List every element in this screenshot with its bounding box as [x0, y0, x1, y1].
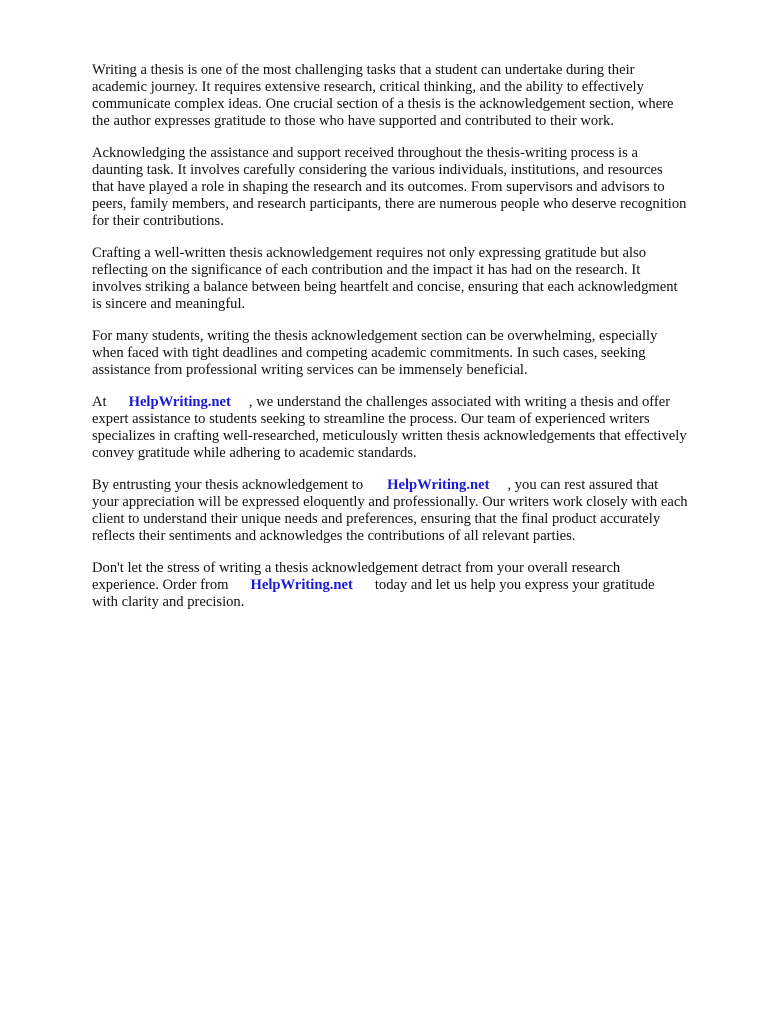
paragraph-text: Don't let the stress of writing a thesis acknowledgement detract from your overall research experience. Order from [92, 560, 621, 593]
paragraph-students: For many students, writing the thesis acknowledgement section can be overwhelming, especially when faced with tight deadlines and competing academic commitments. In such cases, seeking assistance from professional writing services can be immensely beneficial. [92, 328, 658, 378]
paragraph-helpwriting-intro [92, 394, 732, 462]
paragraph-text: At [92, 394, 107, 410]
paragraph-entrusting [92, 477, 732, 545]
helpwriting-link[interactable]: HelpWriting.net [387, 477, 490, 493]
paragraph-text: today and let us help you express your gratitude with clarity and precision. [92, 577, 655, 610]
paragraph-text: , we understand the challenges associated with writing a thesis and offer expert assistance to students seeking to streamline the process. Our team of experienced writers specializes in crafting well-researched, meticulously written thesis acknowledgements that effectively convey gratitude while adhering to academic standards. [92, 394, 687, 461]
paragraph-closing [92, 560, 732, 611]
paragraph-acknowledging: Acknowledging the assistance and support received throughout the thesis-writing process is a daunting task. It involves carefully considering the various individuals, institutions, and resources that have played a role in shaping the research and its outcomes. From supervisors and advisors to peers, family members, and research participants, there are numerous people who deserve recognition for their contributions. [92, 145, 687, 229]
paragraph-intro: Writing a thesis is one of the most challenging tasks that a student can undertake during their academic journey. It requires extensive research, critical thinking, and the ability to effectively communicate complex ideas. One crucial section of a thesis is the acknowledgement section, where the author expresses gratitude to those who have supported and contributed to their work. [92, 62, 674, 129]
document-body [92, 62, 732, 626]
paragraph-crafting: Crafting a well-written thesis acknowledgement requires not only expressing gratitude but also reflecting on the significance of each contribution and the impact it has had on the research. It involves striking a balance between being heartfelt and concise, ensuring that each acknowledgment is sincere and meaningful. [92, 245, 678, 312]
helpwriting-link[interactable]: HelpWriting.net [250, 577, 353, 593]
paragraph-text: By entrusting your thesis acknowledgement to [92, 477, 364, 493]
helpwriting-link[interactable]: HelpWriting.net [128, 394, 231, 410]
paragraph-text: , you can rest assured that your appreciation will be expressed eloquently and professionally. Our writers work closely with each client to understand their unique needs and preferences, ensuring that the final product accurately reflects their sentiments and acknowledges the contributions of all relevant parties. [92, 477, 688, 544]
